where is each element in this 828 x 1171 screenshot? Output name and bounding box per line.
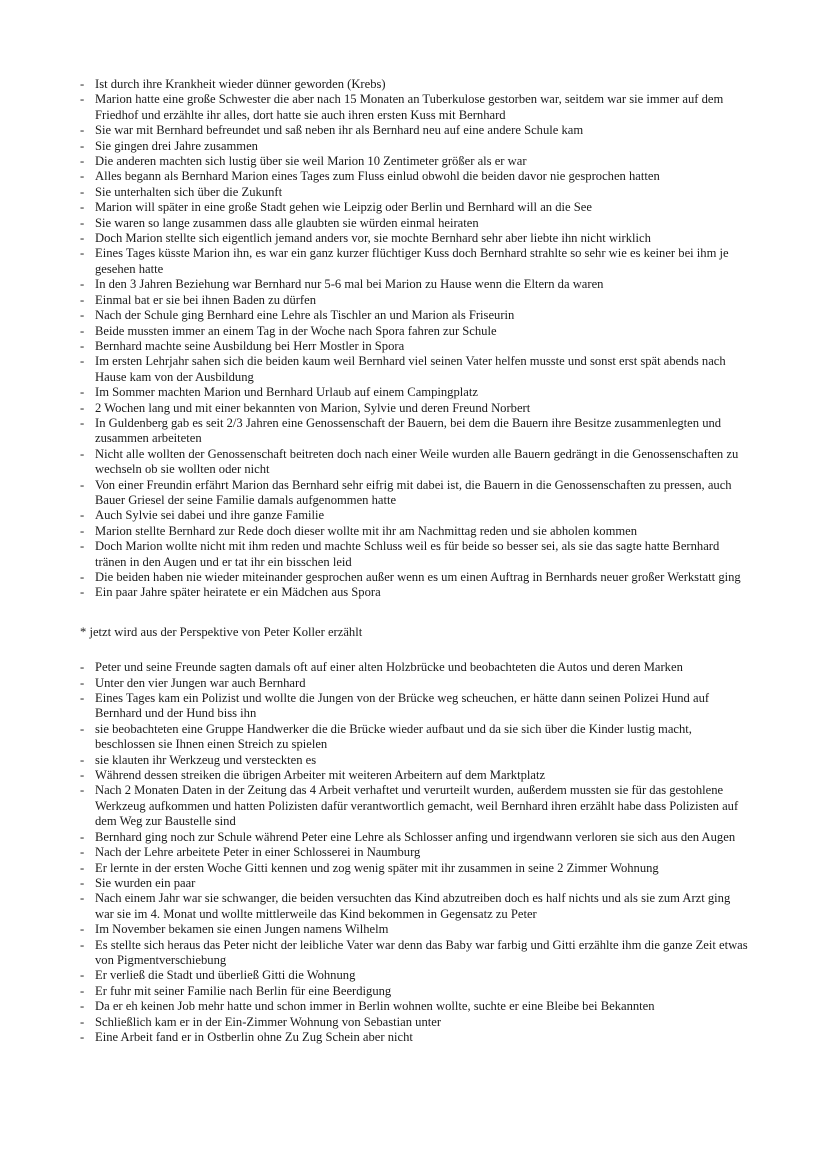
- list-item-text: In Guldenberg gab es seit 2/3 Jahren eine Genossenschaft der Bauern, bei dem die Bauern ihre Besitze zusammenlegten und zusammen arbeiteten: [95, 415, 722, 446]
- list-item: [80, 660, 748, 675]
- list-item: [80, 722, 748, 753]
- list-item: [80, 845, 748, 860]
- list-item-text: Nicht alle wollten der Genossenschaft beitreten doch nach einer Weile wurden alle Bauern gedrängt in die Genossenschaften zu wechseln ob sie wollten oder nicht: [95, 446, 739, 477]
- bullet-dash-icon: -: [80, 922, 85, 937]
- bullet-list-peter: [80, 660, 748, 1045]
- bullet-dash-icon: -: [80, 845, 85, 860]
- list-item: [80, 783, 748, 829]
- bullet-dash-icon: -: [80, 752, 85, 767]
- list-item-text: Während dessen streiken die übrigen Arbeiter mit weiteren Arbeitern auf dem Marktplatz: [95, 768, 546, 783]
- list-item-text: Er fuhr mit seiner Familie nach Berlin für eine Beerdigung: [95, 983, 392, 998]
- list-item-text: Er verließ die Stadt und überließ Gitti die Wohnung: [95, 968, 356, 983]
- list-item-text: Bernhard machte seine Ausbildung bei Herr Mostler in Spora: [95, 338, 405, 353]
- list-item: [80, 984, 748, 999]
- list-item-text: Es stellte sich heraus das Peter nicht der leibliche Vater war denn das Baby war farbig und Gitti erzählte ihm die ganze Zeit etwas von Pigmentverschiebung: [95, 937, 748, 967]
- list-item-text: 2 Wochen lang und mit einer bekannten von Marion, Sylvie und deren Freund Norbert: [95, 400, 531, 415]
- list-item: [80, 401, 748, 416]
- bullet-dash-icon: -: [80, 246, 85, 261]
- list-item: [80, 891, 748, 922]
- bullet-dash-icon: -: [80, 999, 85, 1014]
- list-item-text: Marion stellte Bernhard zur Rede doch dieser wollte mit ihr am Nachmittag reden und sie abholen kommen: [95, 523, 638, 538]
- list-item: [80, 293, 748, 308]
- bullet-dash-icon: -: [80, 875, 85, 890]
- bullet-dash-icon: -: [80, 937, 85, 952]
- list-item-text: Sie wurden ein paar: [95, 875, 196, 890]
- list-item-text: Eine Arbeit fand er in Ostberlin ohne Zu Zug Schein aber nicht: [95, 1029, 413, 1044]
- bullet-dash-icon: -: [80, 138, 85, 153]
- bullet-dash-icon: -: [80, 721, 85, 736]
- bullet-dash-icon: -: [80, 829, 85, 844]
- list-item: [80, 1030, 748, 1045]
- list-item: [80, 876, 748, 891]
- bullet-dash-icon: -: [80, 983, 85, 998]
- list-item-text: Bernhard ging noch zur Schule während Peter eine Lehre als Schlosser anfing und irgendwann verloren sie sich aus den Augen: [95, 829, 736, 844]
- list-item: [80, 339, 748, 354]
- bullet-dash-icon: -: [80, 446, 85, 461]
- list-item-text: Schließlich kam er in der Ein-Zimmer Wohnung von Sebastian unter: [95, 1014, 442, 1029]
- bullet-dash-icon: -: [80, 860, 85, 875]
- bullet-dash-icon: -: [80, 891, 85, 906]
- bullet-dash-icon: -: [80, 691, 85, 706]
- bullet-dash-icon: -: [80, 92, 85, 107]
- bullet-dash-icon: -: [80, 660, 85, 675]
- list-item: [80, 968, 748, 983]
- list-item: [80, 324, 748, 339]
- bullet-dash-icon: -: [80, 1029, 85, 1044]
- list-item-text: Eines Tages kam ein Polizist und wollte die Jungen von der Brücke weg scheuchen, er hätte dann seinen Polizei Hund auf Bernhard und der Hund biss ihn: [95, 691, 710, 721]
- list-item-text: Sie war mit Bernhard befreundet und saß neben ihr als Bernhard neu auf eine andere Schule kam: [95, 123, 584, 138]
- bullet-dash-icon: -: [80, 323, 85, 338]
- list-item-text: Nach der Schule ging Bernhard eine Lehre als Tischler an und Marion als Friseurin: [95, 308, 515, 323]
- list-item-text: Sie waren so lange zusammen dass alle glaubten sie würden einmal heiraten: [95, 215, 479, 230]
- list-item-text: Peter und seine Freunde sagten damals oft auf einer alten Holzbrücke und beobachteten die Autos und deren Marken: [95, 660, 683, 675]
- list-item: [80, 354, 748, 385]
- bullet-dash-icon: -: [80, 200, 85, 215]
- list-item-text: Doch Marion wollte nicht mit ihm reden und machte Schluss weil es für beide so besser sei, als sie das sagte hatte Bernhard tränen in den Augen und er tat ihr ein bisschen leid: [95, 539, 720, 569]
- list-item-text: Einmal bat er sie bei ihnen Baden zu dürfen: [95, 292, 317, 307]
- bullet-dash-icon: -: [80, 169, 85, 184]
- list-item-text: Die anderen machten sich lustig über sie weil Marion 10 Zentimeter größer als er war: [95, 154, 527, 169]
- list-item-text: Die beiden haben nie wieder miteinander gesprochen außer wenn es um einen Auftrag in Bernhards neuer großer Werkstatt ging: [95, 570, 741, 584]
- list-item-text: sie beobachteten eine Gruppe Handwerker die die Brücke wieder aufbaut und da sie sich über die Kinder lustig macht, beschlossen sie Ihnen einen Streich zu spielen: [95, 721, 692, 752]
- list-item: [80, 200, 748, 215]
- list-item-text: Nach einem Jahr war sie schwanger, die beiden versuchten das Kind abzutreiben doch es half nichts und als sie zum Arzt ging war sie im 4. Monat und wollte mittlerweile das Kind bekommen in Gegensatz zu Peter: [95, 891, 731, 921]
- list-item-text: Von einer Freundin erfährt Marion das Bernhard sehr eifrig mit dabei ist, die Bauern in die Genossenschaften zu pressen, auch Bauer Griesel der seine Familie damals aufgenommen hatte: [95, 477, 732, 507]
- bullet-dash-icon: -: [80, 570, 85, 584]
- list-item: [80, 216, 748, 231]
- bullet-dash-icon: -: [80, 968, 85, 983]
- list-item: [80, 861, 748, 876]
- list-item: [80, 385, 748, 400]
- list-item: [80, 139, 748, 154]
- bullet-dash-icon: -: [80, 338, 85, 353]
- list-item-text: Sie gingen drei Jahre zusammen: [95, 138, 258, 153]
- list-item-text: Marion will später in eine große Stadt gehen wie Leipzig oder Berlin und Bernhard will an die See: [95, 200, 592, 215]
- bullet-dash-icon: -: [80, 400, 85, 415]
- bullet-dash-icon: -: [80, 1014, 85, 1029]
- bullet-dash-icon: -: [80, 277, 85, 292]
- list-item-text: Im November bekamen sie einen Jungen namens Wilhelm: [95, 922, 389, 937]
- bullet-dash-icon: -: [80, 539, 85, 554]
- bullet-dash-icon: -: [80, 768, 85, 783]
- list-item: [80, 524, 748, 539]
- list-item: [80, 416, 748, 447]
- list-item: [80, 169, 748, 184]
- bullet-dash-icon: -: [80, 215, 85, 230]
- list-item-text: Er lernte in der ersten Woche Gitti kennen und zog wenig später mit ihr zusammen in seine 2 Zimmer Wohnung: [95, 860, 659, 875]
- bullet-dash-icon: -: [80, 523, 85, 538]
- list-item: [80, 277, 748, 292]
- list-item: [80, 123, 748, 138]
- list-item: [80, 676, 748, 691]
- list-item-text: Unter den vier Jungen war auch Bernhard: [95, 675, 306, 690]
- list-item: [80, 246, 748, 277]
- list-item-text: Doch Marion stellte sich eigentlich jemand anders vor, sie mochte Bernhard sehr aber liebte ihn nicht wirklich: [95, 231, 651, 246]
- list-item: [80, 830, 748, 845]
- bullet-dash-icon: -: [80, 77, 85, 91]
- list-item-text: Beide mussten immer an einem Tag in der Woche nach Spora fahren zur Schule: [95, 323, 497, 338]
- bullet-dash-icon: -: [80, 415, 85, 430]
- list-item-text: Da er eh keinen Job mehr hatte und schon immer in Berlin wohnen wollte, suchte er eine Bleibe bei Bekannten: [95, 999, 655, 1014]
- list-item: [80, 308, 748, 323]
- list-item: [80, 478, 748, 509]
- bullet-dash-icon: -: [80, 585, 85, 600]
- bullet-dash-icon: -: [80, 385, 85, 400]
- bullet-dash-icon: -: [80, 231, 85, 246]
- list-item: [80, 539, 748, 570]
- list-item: [80, 447, 748, 478]
- list-item: [80, 154, 748, 169]
- bullet-dash-icon: -: [80, 308, 85, 323]
- list-item: [80, 185, 748, 200]
- bullet-list-marion: [80, 77, 748, 601]
- bullet-dash-icon: -: [80, 508, 85, 523]
- list-item: [80, 508, 748, 523]
- list-item: [80, 92, 748, 123]
- list-item: [80, 1015, 748, 1030]
- list-item-text: Ist durch ihre Krankheit wieder dünner geworden (Krebs): [95, 77, 386, 91]
- list-item-text: Ein paar Jahre später heiratete er ein Mädchen aus Spora: [95, 585, 381, 600]
- list-item: [80, 922, 748, 937]
- list-item-text: Im ersten Lehrjahr sahen sich die beiden kaum weil Bernhard viel seinen Vater helfen musste und sonst erst spät abends nach Hause kam von der Ausbildung: [95, 354, 726, 384]
- bullet-dash-icon: -: [80, 354, 85, 369]
- list-item: [80, 938, 748, 969]
- list-item: [80, 570, 748, 585]
- bullet-dash-icon: -: [80, 154, 85, 169]
- list-item-text: Marion hatte eine große Schwester die aber nach 15 Monaten an Tuberkulose gestorben war, seitdem war sie immer auf dem Friedhof und erzählte ihr alles, dort hatte sie auch ihren ersten Kuss mit Bernhard: [95, 92, 724, 122]
- list-item: [80, 691, 748, 722]
- list-item: [80, 753, 748, 768]
- list-item: [80, 77, 748, 92]
- bullet-dash-icon: -: [80, 675, 85, 690]
- bullet-dash-icon: -: [80, 783, 85, 798]
- bullet-dash-icon: -: [80, 184, 85, 199]
- bullet-dash-icon: -: [80, 292, 85, 307]
- list-item-text: Im Sommer machten Marion und Bernhard Urlaub auf einem Campingplatz: [95, 385, 478, 400]
- list-item: [80, 768, 748, 783]
- perspective-note: * jetzt wird aus der Perspektive von Peter Koller erzählt: [80, 624, 363, 639]
- list-item-text: Auch Sylvie sei dabei und ihre ganze Familie: [95, 508, 325, 523]
- bullet-dash-icon: -: [80, 477, 85, 492]
- list-item-text: Eines Tages küsste Marion ihn, es war ein ganz kurzer flüchtiger Kuss doch Bernhard strahlte so sehr wie es keiner bei ihm je gesehen hatte: [95, 246, 729, 276]
- list-item: [80, 585, 748, 600]
- list-item-text: Sie unterhalten sich über die Zukunft: [95, 184, 283, 199]
- bullet-dash-icon: -: [80, 123, 85, 138]
- list-item: [80, 999, 748, 1014]
- list-item-text: sie klauten ihr Werkzeug und versteckten es: [95, 752, 317, 767]
- list-item-text: In den 3 Jahren Beziehung war Bernhard nur 5-6 mal bei Marion zu Hause wenn die Eltern da waren: [95, 277, 604, 292]
- list-item-text: Nach 2 Monaten Daten in der Zeitung das 4 Arbeit verhaftet und verurteilt wurden, außerdem mussten sie für das gestohlene Werkzeug aufkommen und hatten Polizisten dafür verantwortlich gemacht, weil Bernhard ihren erzählt habe dass Polizisten auf dem Weg zur Baustelle sind: [95, 783, 739, 829]
- list-item-text: Alles begann als Bernhard Marion eines Tages zum Fluss einlud obwohl die beiden davor nie gesprochen hatten: [95, 169, 660, 184]
- list-item: [80, 231, 748, 246]
- list-item-text: Nach der Lehre arbeitete Peter in einer Schlosserei in Naumburg: [95, 845, 421, 860]
